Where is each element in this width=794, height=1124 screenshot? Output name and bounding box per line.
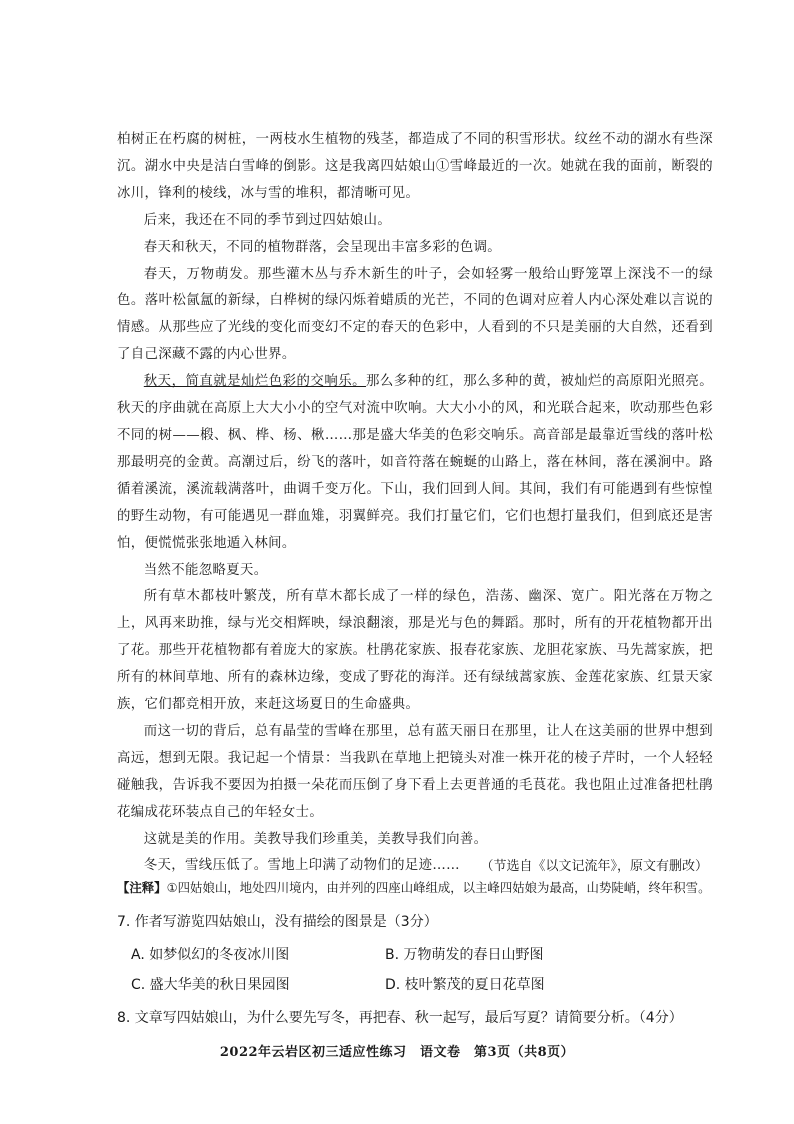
paragraph-8: 而这一切的背后，总有晶莹的雪峰在那里，总有蓝天丽日在那里，让人在这美丽的世界中想到高远，想到无限。我记起一个情景：当我趴在草地上把镜头对准一株开花的棱子芹时，一个人轻轻碰触我，告诉我不要因为拍摄一朵花而压倒了身下看上去更普通的毛茛花。我也阻止过准备把杜鹃花编成花环装点自己的年轻女士。: [117, 723, 713, 820]
page-footer: 2022年云岩区初三适应性练习 语文卷 第3页（共8页）: [219, 1045, 575, 1060]
paragraph-1: 柏树正在朽腐的树桩，一两枝水生植物的残茎，都造成了不同的积雪形状。纹丝不动的湖水有些深沉。湖水中央是洁白雪峰的倒影。这是我离四姑娘山①雪峰最近的一次。她就在我的面前，断裂的冰川，锋利的棱线，冰与雪的堆积，都清晰可见。: [117, 132, 713, 201]
paragraph-10: 冬天，雪线压低了。雪地上印满了动物们的足迹……: [143, 858, 460, 874]
paragraph-5-rest: 那么多种的红，那么多种的黄，被灿烂的高原阳光照亮。秋天的序曲就在高原上大大小小的空气对流中吹响。大大小小的风，和光联合起来，吹动那些色彩不同的树——椴、枫、桦、杨、楸……那是盛大华美的色彩交响乐。高音部是最靠近雪线的落叶松那最明亮的金黄。高潮过后，纷飞的落叶，如音符落在蜿蜒的山路上，落在林间，落在溪涧中。路循着溪流，溪流载满落叶，曲调千变万化。下山，我们回到人间。其间，我们有可能遇到有些惊惶的野生动物，有可能遇见一群血雉，羽翼鲜亮。我们打量它们，它们也想打量我们，但到底还是害怕，便慌慌张张地遁入林间。: [117, 374, 713, 551]
note-label: 【注释】: [117, 880, 167, 895]
paragraph-3: 春天和秋天，不同的植物群落，会呈现出丰富多彩的色调。: [143, 239, 502, 255]
option-7b: B. 万物萌发的春日山野图: [385, 947, 544, 963]
option-7a: A. 如梦似幻的冬夜冰川图: [131, 947, 290, 963]
source-citation: （节选自《以文记流年》，原文有删改）: [480, 859, 708, 874]
note-text: ①四姑娘山，地处四川境内，由并列的四座山峰组成，以主峰四姑娘为最高，山势陡峭，终年积雪。: [166, 880, 711, 895]
paragraph-4: 春天，万物萌发。那些灌木丛与乔木新生的叶子，会如轻雾一般给山野笼罩上深浅不一的绿色。落叶松氤氲的新绿，白桦树的绿闪烁着蜡质的光芒，不同的色调对应着人内心深处难以言说的情感。从那些应了光线的变化而变幻不定的春天的色彩中，人看到的不只是美丽的大自然，还看到了自己深藏不露的内心世界。: [117, 266, 713, 363]
paragraph-9: 这就是美的作用。美教导我们珍重美，美教导我们向善。: [143, 831, 488, 847]
question-7: 7. 作者写游览四姑娘山，没有描绘的图景是（3分）: [117, 914, 438, 930]
passage: [117, 127, 713, 880]
paragraph-5: [117, 369, 713, 557]
option-7d: D. 枝叶繁茂的夏日花草图: [385, 977, 545, 993]
question-8: 8. 文章写四姑娘山，为什么要先写冬，再把春、秋一起写，最后写夏？请简要分析。（4分）: [117, 1010, 683, 1026]
paragraph-6: 当然不能忽略夏天。: [143, 562, 268, 578]
annotation-note: [117, 879, 717, 897]
underlined-sentence: 秋天，简直就是灿烂色彩的交响乐。: [143, 374, 366, 390]
paragraph-7: 所有草木都枝叶繁茂，所有草木都长成了一样的绿色，浩荡、幽深、宽广。阳光落在万物之上，风再来助推，绿与光交相辉映，绿浪翻滚，那是光与色的舞蹈。那时，所有的开花植物都开出了花。那些开花植物都有着庞大的家族。杜鹃花家族、报春花家族、龙胆花家族、马先蒿家族，把所有的林间草地、所有的森林边缘，变成了野花的海洋。还有绿绒蒿家族、金莲花家族、红景天家族，它们都竞相开放，来赶这场夏日的生命盛典。: [117, 589, 713, 713]
option-7c: C. 盛大华美的秋日果园图: [131, 977, 290, 993]
paragraph-2: 后来，我还在不同的季节到过四姑娘山。: [143, 212, 392, 228]
